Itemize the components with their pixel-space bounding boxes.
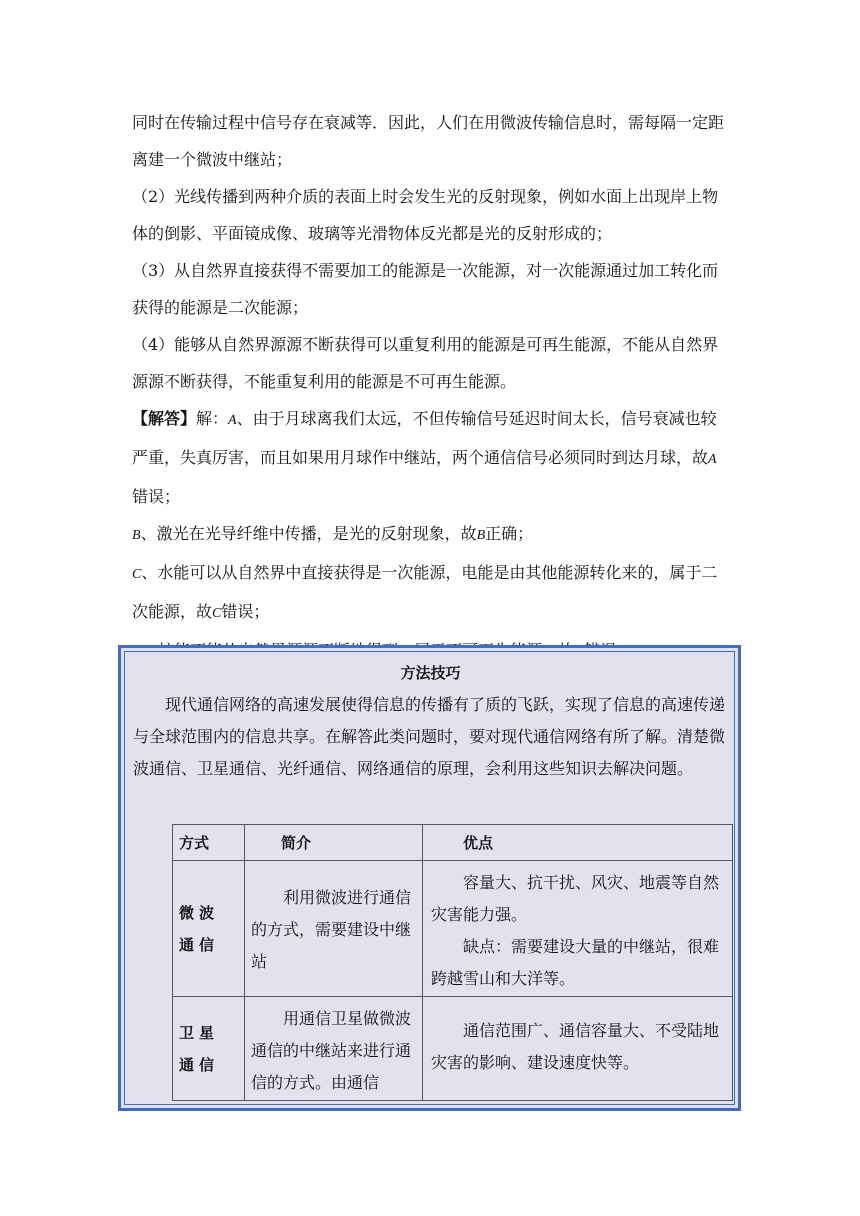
method-tips-title: 方法技巧	[400, 664, 461, 682]
answer-a-text: 、由于月球离我们太远，不但传输信号延迟时间太长，信号衰减也较严重，失真厉害，而且如果用月球作中继站，两个通信信号必须同时到达月球，故	[132, 409, 717, 467]
answer-a	[132, 400, 732, 515]
option-letter-b: B	[132, 528, 141, 543]
header-intro: 简介	[245, 825, 423, 861]
answer-prefix: 解：	[196, 409, 229, 428]
answer-b-text: 、激光在光导纤维中传播，是光的反射现象，故	[140, 524, 477, 543]
intro-cell: 利用微波进行通信的方式，需要建设中继站	[245, 861, 423, 997]
answer-c-text: 、水能可以从自然界中直接获得是一次能源，电能是由其他能源转化来的，属于二次能源，故	[132, 563, 718, 621]
communication-methods-table	[172, 824, 733, 1101]
analysis-paragraph-4: （4）能够从自然界源源不断获得可以重复利用的能源是可再生能源，不能从自然界源源不断获得，不能重复利用的能源是不可再生能源。	[132, 335, 719, 391]
method-tips-text: 现代通信网络的高速发展使得信息的传播有了质的飞跃，实现了信息的高速传递与全球范围内的信息共享。在解答此类问题时，要对现代通信网络有所了解。清楚微波通信、卫星通信、光纤通信、网络通信的原理，会利用这些知识去解决问题。	[133, 695, 726, 778]
table-row	[173, 997, 733, 1101]
intro-cell: 用通信卫星做微波通信的中继站来进行通信的方式。由通信	[245, 997, 423, 1101]
table-row	[173, 861, 733, 997]
advantages-cell	[423, 997, 733, 1101]
option-letter-c: C	[132, 567, 142, 582]
method-cell: 微波通信	[173, 861, 245, 997]
answer-label: 【解答】	[132, 409, 197, 428]
answer-c	[132, 554, 732, 632]
table-header-row	[173, 825, 733, 861]
answer-b	[132, 515, 732, 554]
analysis-paragraph-2: （2）光线传播到两种介质的表面上时会发生光的反射现象，例如水面上出现岸上物体的倒影、平面镜成像、玻璃等光滑物体反光都是光的反射形成的；	[132, 187, 719, 243]
option-letter-a: A	[228, 413, 237, 428]
advantage-text: 通信范围广、通信容量大、不受陆地灾害的影响、建设速度快等。	[431, 1021, 720, 1072]
answer-a-end: 错误；	[132, 487, 181, 506]
analysis-paragraph-1: 同时在传输过程中信号存在衰减等．因此，人们在用微波传输信息时，需每隔一定距离建一个微波中继站；	[132, 113, 725, 169]
method-tips-box	[118, 645, 741, 1111]
answer-c-end: 错误；	[221, 602, 270, 621]
header-method: 方式	[173, 825, 245, 861]
advantage-text: 容量大、抗干扰、风灾、地震等自然灾害能力强。	[431, 873, 720, 924]
header-advantages: 优点	[423, 825, 733, 861]
answer-b-end: 正确；	[485, 524, 534, 543]
disadvantage-text: 缺点：需要建设大量的中继站，很难跨越雪山和大洋等。	[431, 937, 720, 988]
advantages-cell	[423, 861, 733, 997]
method-cell: 卫星通信	[173, 997, 245, 1101]
solution-body	[132, 104, 732, 710]
option-letter-b-ref: B	[476, 528, 486, 543]
method-tips-content	[133, 658, 728, 785]
option-letter-a-ref: A	[708, 452, 717, 467]
option-letter-c-ref: C	[212, 606, 222, 621]
analysis-paragraph-3: （3）从自然界直接获得不需要加工的能源是一次能源，对一次能源通过加工转化而获得的能源是二次能源；	[132, 261, 719, 317]
